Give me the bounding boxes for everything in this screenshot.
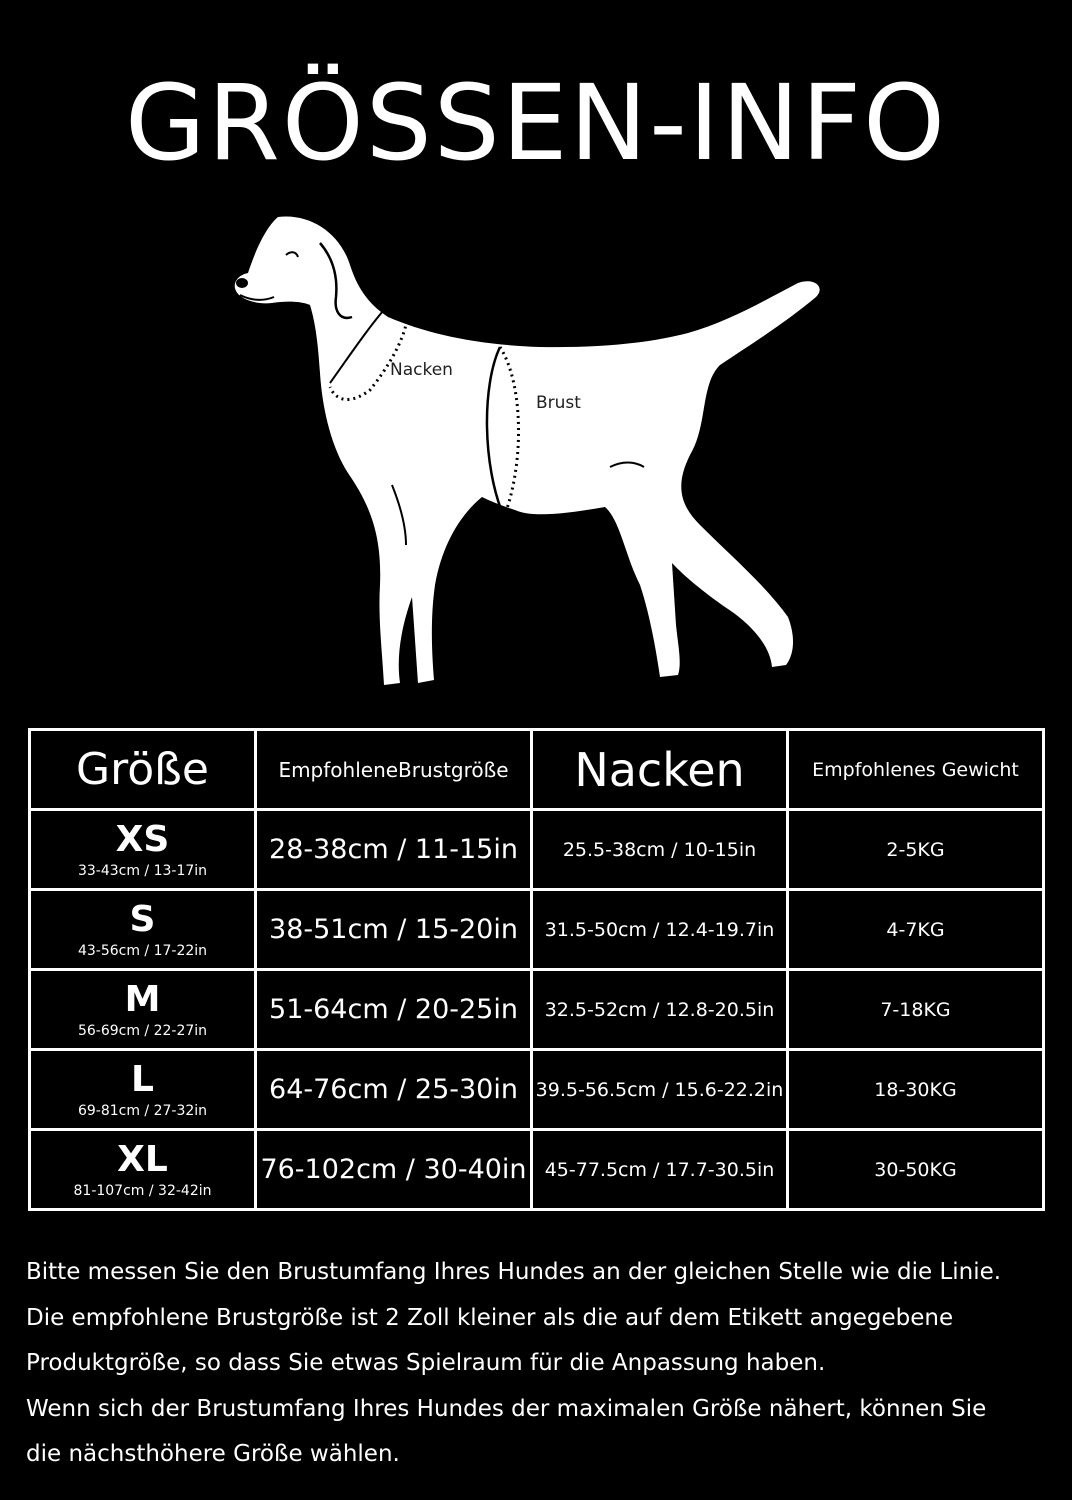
size-letter: M	[124, 978, 161, 1020]
table-row	[30, 1130, 1044, 1210]
size-cell	[30, 970, 256, 1050]
table-row	[30, 810, 1044, 890]
chest-cell: 51-64cm / 20-25in	[256, 970, 532, 1050]
neck-label: Nacken	[390, 360, 453, 380]
page-title: GRÖSSEN-INFO	[125, 62, 947, 184]
size-letter: XL	[117, 1138, 168, 1180]
chest-cell: 76-102cm / 30-40in	[256, 1130, 532, 1210]
neck-cell: 32.5-52cm / 12.8-20.5in	[532, 970, 788, 1050]
size-cell	[30, 890, 256, 970]
header-weight: Empfohlenes Gewicht	[788, 730, 1044, 810]
size-letter: S	[129, 898, 156, 940]
chest-cell: 28-38cm / 11-15in	[256, 810, 532, 890]
size-table	[28, 728, 1045, 1211]
size-range: 69-81cm / 27-32in	[77, 1102, 208, 1119]
note-line: die nächsthöhere Größe wählen.	[26, 1441, 400, 1467]
size-cell	[30, 810, 256, 890]
size-letter: L	[131, 1058, 154, 1100]
weight-cell: 7-18KG	[788, 970, 1044, 1050]
dog-silhouette-icon	[220, 205, 840, 705]
chest-cell: 64-76cm / 25-30in	[256, 1050, 532, 1130]
size-range: 33-43cm / 13-17in	[77, 862, 208, 879]
table-row	[30, 890, 1044, 970]
size-range: 56-69cm / 22-27in	[77, 1022, 208, 1039]
header-chest: EmpfohleneBrustgröße	[256, 730, 532, 810]
neck-cell: 25.5-38cm / 10-15in	[532, 810, 788, 890]
note-line: Die empfohlene Brustgröße ist 2 Zoll kleiner als die auf dem Etikett angegebene	[26, 1304, 954, 1331]
weight-cell: 2-5KG	[788, 810, 1044, 890]
neck-cell: 31.5-50cm / 12.4-19.7in	[532, 890, 788, 970]
weight-cell: 4-7KG	[788, 890, 1044, 970]
table-header-row	[30, 730, 1044, 810]
size-letter: XS	[115, 818, 170, 860]
chest-cell: 38-51cm / 15-20in	[256, 890, 532, 970]
chest-label: Brust	[536, 393, 581, 413]
table-row	[30, 970, 1044, 1050]
dog-diagram	[220, 205, 840, 705]
table-row	[30, 1050, 1044, 1130]
size-cell	[30, 1050, 256, 1130]
size-range: 43-56cm / 17-22in	[77, 942, 208, 959]
size-cell	[30, 1130, 256, 1210]
note-line: Bitte messen Sie den Brustumfang Ihres Hundes an der gleichen Stelle wie die Linie.	[26, 1259, 1002, 1285]
neck-cell: 45-77.5cm / 17.7-30.5in	[532, 1130, 788, 1210]
header-size: Größe	[30, 730, 256, 810]
header-neck: Nacken	[532, 730, 788, 810]
note-line: Wenn sich der Brustumfang Ihres Hundes der maximalen Größe nähert, können Sie	[26, 1395, 987, 1422]
size-range: 81-107cm / 32-42in	[73, 1182, 212, 1199]
weight-cell: 18-30KG	[788, 1050, 1044, 1130]
weight-cell: 30-50KG	[788, 1130, 1044, 1210]
note-line: Produktgröße, so dass Sie etwas Spielraum für die Anpassung haben.	[26, 1350, 826, 1376]
measurement-notes	[26, 1250, 1056, 1478]
neck-cell: 39.5-56.5cm / 15.6-22.2in	[532, 1050, 788, 1130]
